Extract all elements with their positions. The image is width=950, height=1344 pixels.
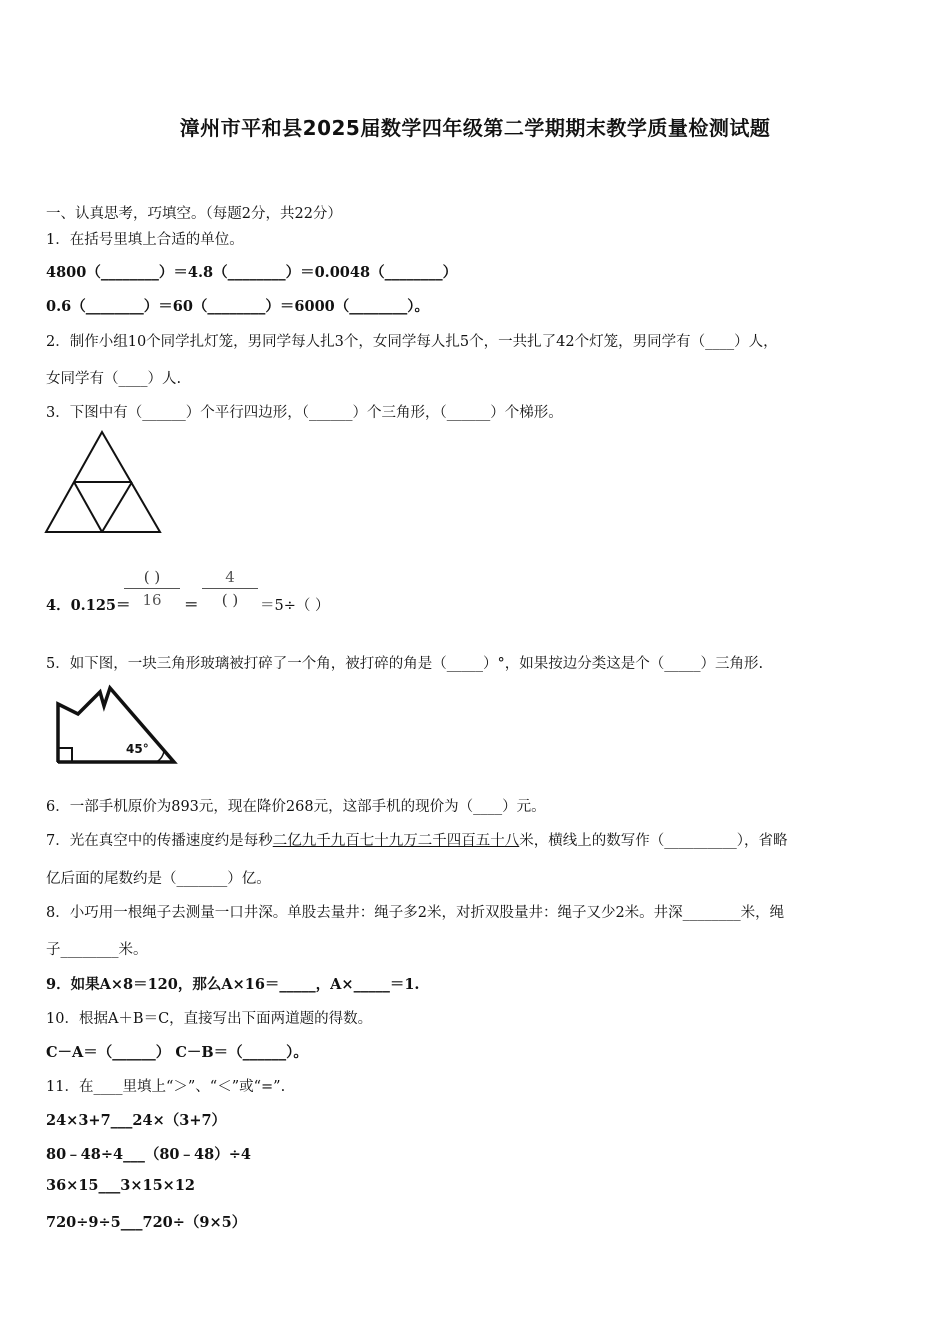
question-5-line-1: 5．如下图，一块三角形玻璃被打碎了一个角，被打碎的角是（_____）°，如果按边分类这是个（_____）三角形. [46,656,764,672]
fraction-2-denominator: ( ) [202,588,258,609]
question-11-item-1: 24×3+7___24×（3+7） [46,1112,227,1129]
question-7-line-2: 亿后面的尾数约是（_______）亿。 [46,871,271,887]
question-11-line-1: 11．在____里填上“＞”、“＜”或“=”. [46,1079,286,1095]
broken-triangle-figure [52,684,182,768]
question-4-suffix: ＝5÷（ ） [260,598,330,614]
fraction-2-numerator: 4 [225,568,235,586]
question-4-equals: ＝ [184,597,199,614]
fraction-1-numerator: ( ) [143,568,161,586]
page-title: 漳州市平和县2025届数学四年级第二学期期末教学质量检测试题 [179,116,771,140]
question-2-line-2: 女同学有（____）人. [46,371,182,387]
question-11-item-2: 80﹣48÷4___（80﹣48）÷4 [46,1146,251,1163]
question-11-item-3: 36×15___3×15×12 [46,1177,196,1194]
question-3-line-1: 3．下图中有（______）个平行四边形，（______）个三角形，（______）个梯形。 [46,405,563,421]
question-7-part-a: 7．光在真空中的传播速度约是每秒 [46,833,273,849]
question-7-underlined-number: 二亿九千九百七十九万二千四百五十八 [272,833,520,849]
question-8-line-1: 8．小巧用一根绳子去测量一口井深。单股去量井：绳子多2米，对折双股量井：绳子又少2米。井深________米，绳 [46,905,785,921]
question-6-line-1: 6．一部手机原价为893元，现在降价268元，这部手机的现价为（____）元。 [46,799,546,815]
question-10-line-2: C－A＝（______） C－B＝（______）。 [46,1044,308,1061]
section-heading: 一、认真思考，巧填空。（每题2分，共22分） [46,206,342,222]
question-2-line-1: 2．制作小组10个同学扎灯笼，男同学每人扎3个，女同学每人扎5个，一共扎了42个灯笼，男同学有（____）人， [46,334,778,350]
question-9-line-1: 9．如果A×8＝120，那么A×16＝_____，A×_____＝1. [46,976,420,993]
question-1-line-2: 0.6（________）＝60（________）＝6000（________）。 [46,298,430,315]
question-1-line-1: 4800（________）＝4.8（________）＝0.0048（________） [46,264,458,281]
question-4-prefix: 4．0.125＝ [46,597,131,614]
question-10-line-1: 10．根据A＋B＝C，直接写出下面两道题的得数。 [46,1011,373,1027]
question-1-stem: 1．在括号里填上合适的单位。 [46,232,244,248]
question-8-line-2: 子________米。 [46,942,148,958]
angle-label: 45° [126,742,149,756]
question-7-part-b: 米，横线上的数写作（__________），省略 [519,833,788,849]
triangle-figure [44,430,164,536]
question-4-fraction-2 [202,568,258,609]
question-11-item-4: 720÷9÷5___720÷（9×5） [46,1214,247,1231]
question-4-fraction-1 [124,568,180,609]
question-7-line-1 [46,829,787,850]
fraction-1-denominator: 16 [124,588,180,609]
